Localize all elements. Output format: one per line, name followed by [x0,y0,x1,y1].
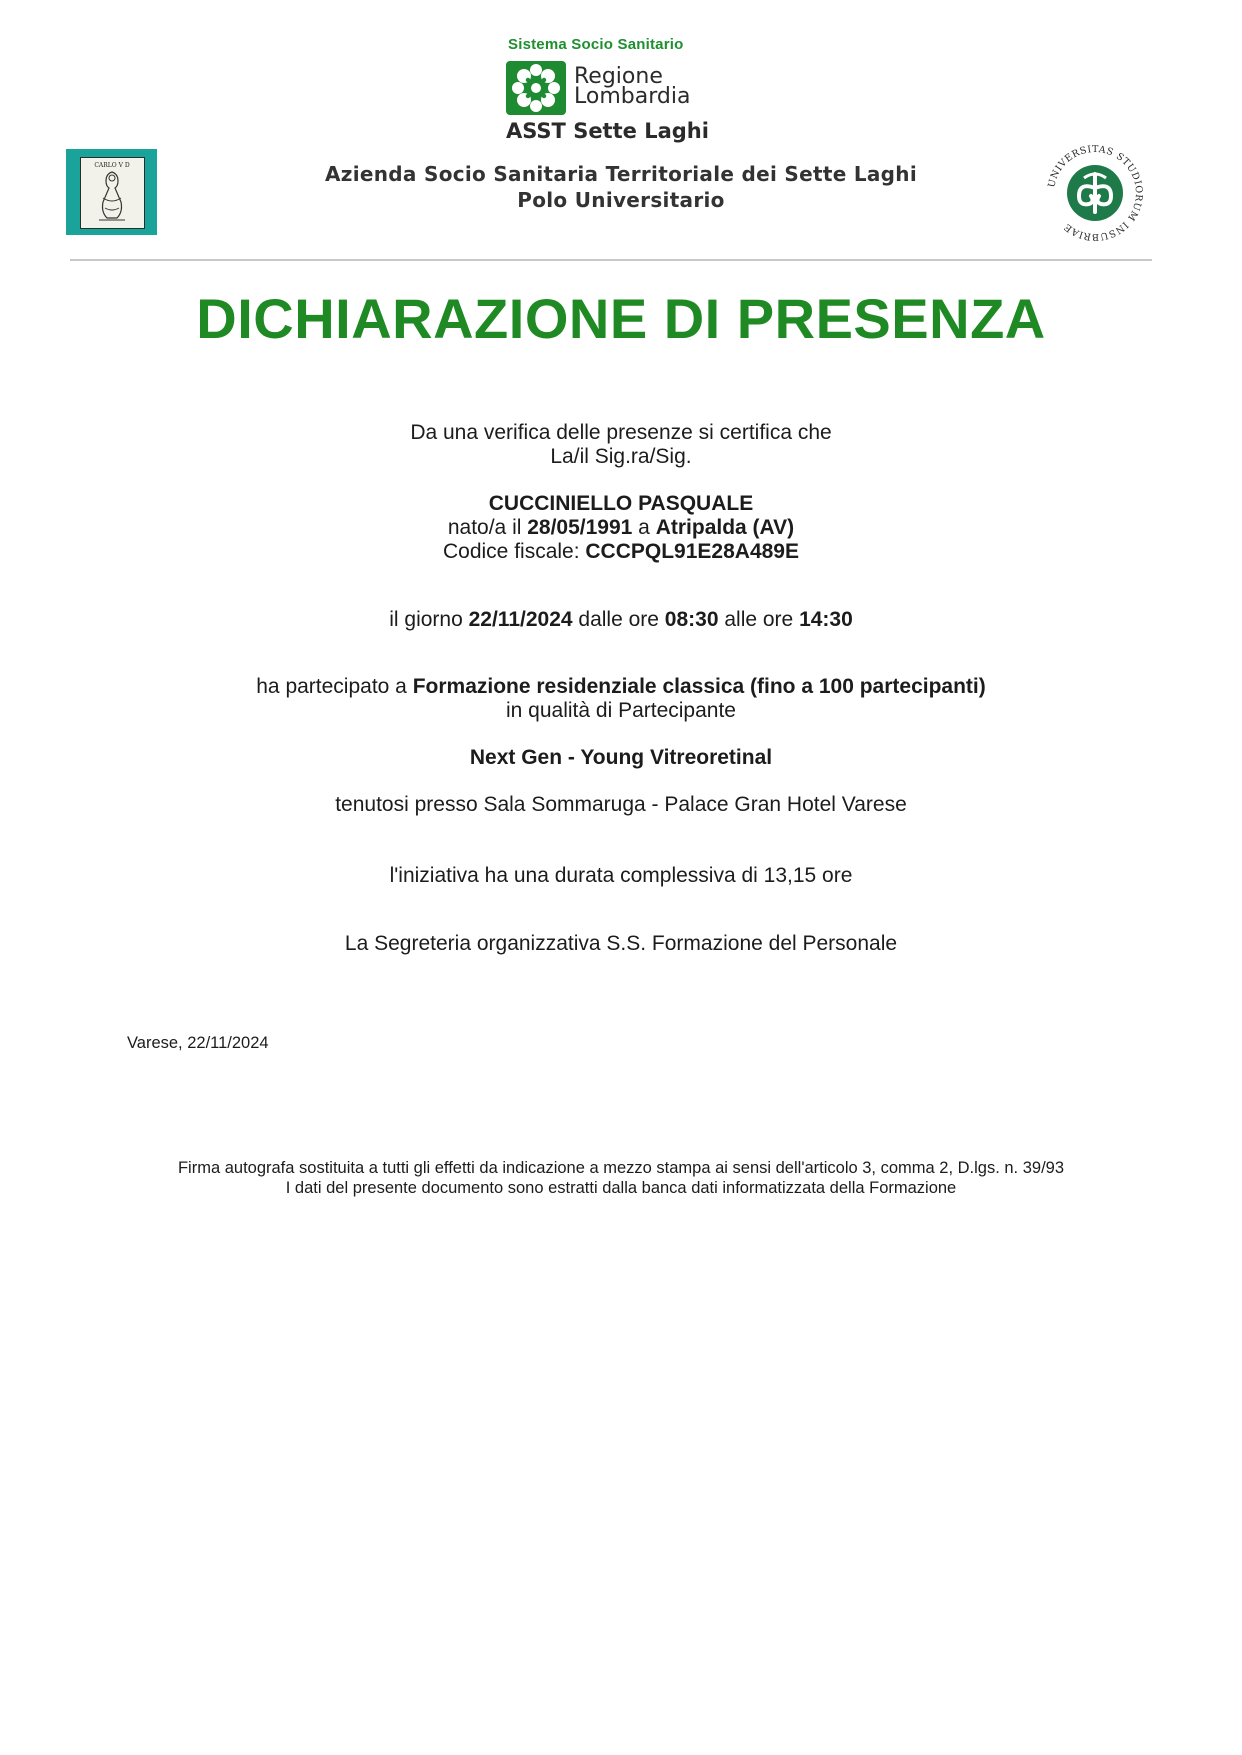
role-line: in qualità di Partecipante [506,699,736,722]
birth-date: 28/05/1991 [527,516,633,539]
to-label: alle ore [718,608,800,631]
agency-name: Azienda Socio Sanitaria Territoriale dei Sette Laghi [325,162,917,186]
intro-line-1: Da una verifica delle presenze si certifica che [410,421,832,444]
participation-line [0,675,1242,699]
birth-place: Atripalda (AV) [655,516,795,539]
time-to: 14:30 [799,608,853,631]
venue-line: tenutosi presso Sala Sommaruga - Palace Gran Hotel Varese [335,793,907,816]
asst-name: ASST Sette Laghi [506,119,709,143]
region-name-line1: Regione [574,64,663,89]
agency-subtitle: Polo Universitario [517,188,725,212]
footer-signature-note: Firma autografa sostituita a tutti gli effetti da indicazione a mezzo stampa ai sensi dell'articolo 3, comma 2, D.lgs. n. 39/93 [177,1159,1065,1177]
fiscal-code: CCCPQL91E28A489E [585,540,799,563]
intro-line-2: La/il Sig.ra/Sig. [550,445,692,468]
secretariat-line: La Segreteria organizzativa S.S. Formazione del Personale [344,932,898,955]
regione-lombardia-logo [506,61,566,115]
attendance-date: 22/11/2024 [468,608,573,631]
attendance-date-line [0,608,1242,632]
day-prefix: il giorno [389,608,469,631]
rosa-camuna-icon [506,61,566,115]
fiscal-code-label: Codice fiscale: [442,540,586,563]
region-name-line2: Lombardia [574,84,691,109]
document-title: DICHIARAZIONE DI PRESENZA [196,287,1046,350]
header [0,0,1242,262]
birth-info [0,516,1242,540]
duration-line: l'iniziativa ha una durata complessiva di 13,15 ore [389,864,853,887]
svg-text:UNIVERSITAS STUDIORUM INSUBRIA: UNIVERSITAS STUDIORUM INSUBRIAE [1046,144,1145,242]
place-and-date: Varese, 22/11/2024 [127,1034,269,1052]
time-from: 08:30 [664,608,719,631]
training-type: Formazione residenziale classica (fino a 100 partecipanti) [412,675,986,698]
svg-text:CARLO V D: CARLO V D [94,162,130,169]
fiscal-code-line [0,540,1242,564]
system-label: Sistema Socio Sanitario [508,36,684,53]
university-seal [1042,144,1148,242]
person-name: CUCCINIELLO PASQUALE [488,492,754,515]
from-label: dalle ore [572,608,665,631]
university-seal-icon [1042,144,1148,242]
event-name: Next Gen - Young Vitreoretinal [469,746,773,769]
participated-prefix: ha partecipato a [256,675,413,698]
footer-data-source-note: I dati del presente documento sono estratti dalla banca dati informatizzata della Formazione [285,1179,957,1197]
birth-prefix: nato/a il [447,516,528,539]
header-divider [70,259,1152,261]
birth-mid: a [632,516,656,539]
